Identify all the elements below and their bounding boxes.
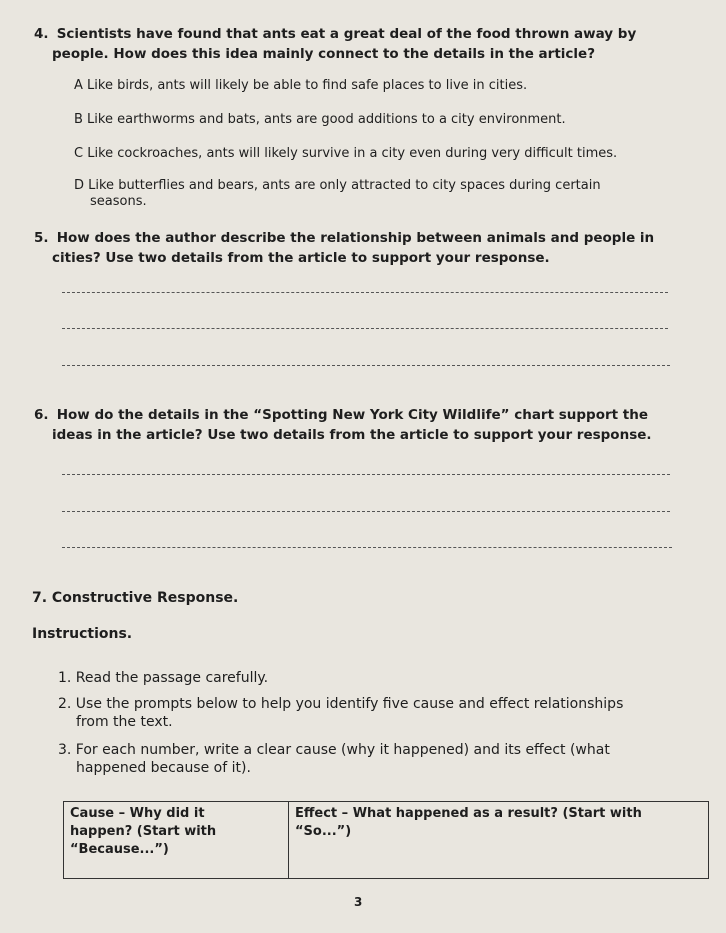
question-number: 4. — [34, 26, 49, 42]
cause-header-line: “Because...”) — [70, 842, 169, 857]
instruction-step-3-continued: happened because of it). — [76, 760, 251, 776]
cause-header-line: happen? (Start with — [70, 824, 217, 839]
question-number: 6. — [34, 407, 49, 423]
instruction-step-2-continued: from the text. — [76, 714, 173, 730]
effect-header-line: “So...”) — [295, 824, 352, 839]
answer-line[interactable] — [62, 365, 670, 366]
cause-effect-table — [63, 801, 709, 879]
question-6 — [34, 405, 724, 445]
instruction-step-2: 2. Use the prompts below to help you identify five cause and effect relationships — [58, 696, 624, 712]
question-number: 5. — [34, 230, 49, 246]
table-row — [64, 802, 709, 879]
answer-option-b[interactable]: B Like earthworms and bats, ants are good additions to a city environment. — [74, 112, 566, 127]
cause-header-line: Cause – Why did it — [70, 806, 205, 821]
question-text-line: cities? Use two details from the article to support your response. — [52, 250, 550, 266]
answer-option-d-continued: seasons. — [90, 194, 147, 209]
section-heading: 7. Constructive Response. — [32, 590, 239, 606]
page-number: 3 — [354, 895, 363, 909]
question-5 — [34, 228, 714, 268]
effect-header-cell — [289, 802, 709, 879]
answer-line[interactable] — [62, 547, 672, 548]
answer-line[interactable] — [62, 328, 668, 329]
answer-option-a[interactable]: A Like birds, ants will likely be able to find safe places to live in cities. — [74, 78, 528, 93]
answer-line[interactable] — [62, 511, 670, 512]
question-text-line: How does the author describe the relationship between animals and people in — [56, 230, 655, 246]
question-text-line: ideas in the article? Use two details from the article to support your response. — [52, 427, 652, 443]
question-text-line: How do the details in the “Spotting New York City Wildlife” chart support the — [56, 407, 649, 423]
answer-line[interactable] — [62, 292, 668, 293]
cause-header-cell — [64, 802, 289, 879]
instructions-label: Instructions. — [32, 626, 133, 642]
effect-header-line: Effect – What happened as a result? (Start with — [295, 806, 642, 821]
answer-option-c[interactable]: C Like cockroaches, ants will likely survive in a city even during very difficult times. — [74, 146, 618, 161]
answer-option-d[interactable]: D Like butterflies and bears, ants are only attracted to city spaces during certain — [74, 178, 601, 193]
instruction-step-3: 3. For each number, write a clear cause (why it happened) and its effect (what — [58, 742, 610, 758]
question-4 — [34, 24, 714, 64]
question-text-line: people. How does this idea mainly connect to the details in the article? — [52, 46, 596, 62]
question-text-line: Scientists have found that ants eat a great deal of the food thrown away by — [56, 26, 637, 42]
answer-line[interactable] — [62, 474, 670, 475]
instruction-step-1: 1. Read the passage carefully. — [58, 670, 269, 686]
